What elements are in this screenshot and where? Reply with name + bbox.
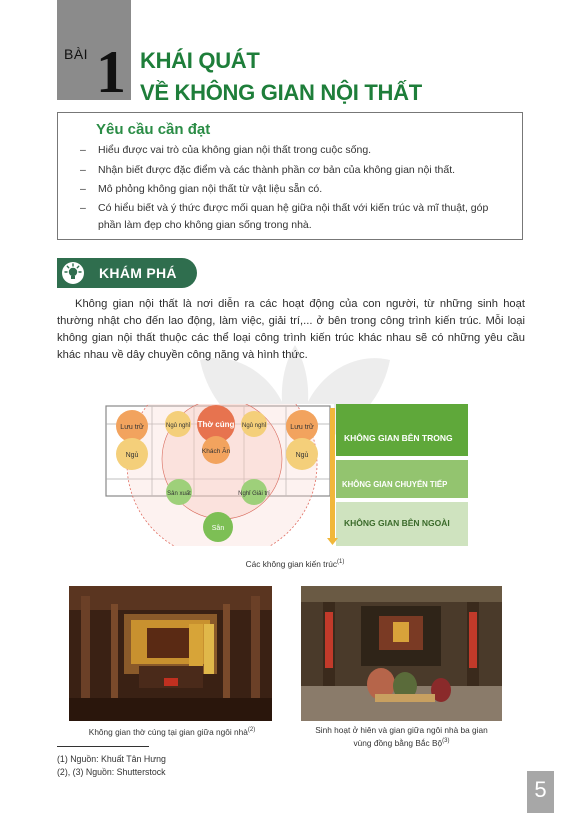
legend-transition xyxy=(336,460,468,498)
room-khach-an: Khách Ăn xyxy=(201,448,231,455)
requirement-item: – Có hiểu biết và ý thức được mối quan hệ giữa nội thất với kiến trúc và mĩ thuật, góp phần làm đẹp cho không gian sống trong nhà. xyxy=(80,202,489,231)
legend-inner xyxy=(336,404,468,456)
photo2-caption: Sinh hoạt ở hiên và gian giữa ngôi nhà ba gian vùng đồng bằng Bắc Bộ$^{(3)}$ xyxy=(315,725,488,748)
lesson-title-line1: KHÁI QUÁT xyxy=(140,48,260,73)
room-ngu-right: Ngủ xyxy=(295,452,309,459)
room-nghi-giai-tri: Nghỉ Giải trí xyxy=(238,491,270,497)
requirements-title: Yêu cầu cần đạt xyxy=(96,121,211,138)
architectural-spaces-diagram xyxy=(104,404,468,546)
footnote: (2), (3) Nguồn: Shutterstock xyxy=(57,767,166,777)
legend-label-inner: KHÔNG GIAN BÊN TRONG xyxy=(344,433,453,443)
requirement-item: – Mô phỏng không gian nội thất từ vật liệu sẵn có. xyxy=(80,183,323,195)
photo-worship-space xyxy=(69,586,272,721)
requirement-item: – Hiểu được vai trò của không gian nội thất trong cuộc sống. xyxy=(80,144,372,156)
room-ngu-nghi-left: Ngủ nghỉ xyxy=(165,423,191,429)
room-san-xuat: Sản xuất xyxy=(167,491,191,497)
footnote: (1) Nguồn: Khuất Tân Hưng xyxy=(57,754,166,764)
legend-label-outer: KHÔNG GIAN BÊN NGOÀI xyxy=(344,518,450,528)
room-luu-tru-left: Lưu trữ xyxy=(120,424,144,431)
photo1-caption: Không gian thờ cúng tại gian giữa ngôi nhà$^{(2)}$ xyxy=(88,726,256,737)
requirement-item: – Nhận biết được đặc điểm và các thành phần cơ bản của không gian nội thất. xyxy=(80,164,456,176)
room-ngu-nghi-right: Ngủ nghỉ xyxy=(241,423,267,429)
room-luu-tru-right: Lưu trữ xyxy=(290,424,314,431)
lightbulb-icon xyxy=(62,262,84,284)
lesson-number: 1 xyxy=(96,39,126,105)
photo-veranda-living xyxy=(301,586,502,721)
lesson-title-line2: VỀ KHÔNG GIAN NỘI THẤT xyxy=(140,80,422,105)
room-san: Sân xyxy=(211,525,225,532)
room-tho-cung: Thờ cúng xyxy=(197,420,235,429)
legend-label-transition: KHÔNG GIAN CHUYỂN TIẾP xyxy=(342,480,448,489)
lesson-word: BÀI xyxy=(64,46,89,62)
room-ngu-left: Ngủ xyxy=(125,452,139,459)
figure1-caption: Các không gian kiến trúc$^{(1)}$ xyxy=(245,558,345,569)
footnote-divider xyxy=(57,746,149,747)
explore-label: KHÁM PHÁ xyxy=(99,265,177,281)
explore-paragraph: Không gian nội thất là nơi diễn ra các hoạt động của con người, từ những sinh hoạt thường nhật cho đến lao động, làm việc, giải trí,... ở bên trong công trình kiến trúc. Mỗi loại không gian nội thất thuộc các thể loại công trình kiến trúc khác nhau sẽ có những yêu cầu khác nhau về dây chuyền công năng và hình thức. xyxy=(57,298,525,361)
page-number: 5 xyxy=(534,777,547,802)
